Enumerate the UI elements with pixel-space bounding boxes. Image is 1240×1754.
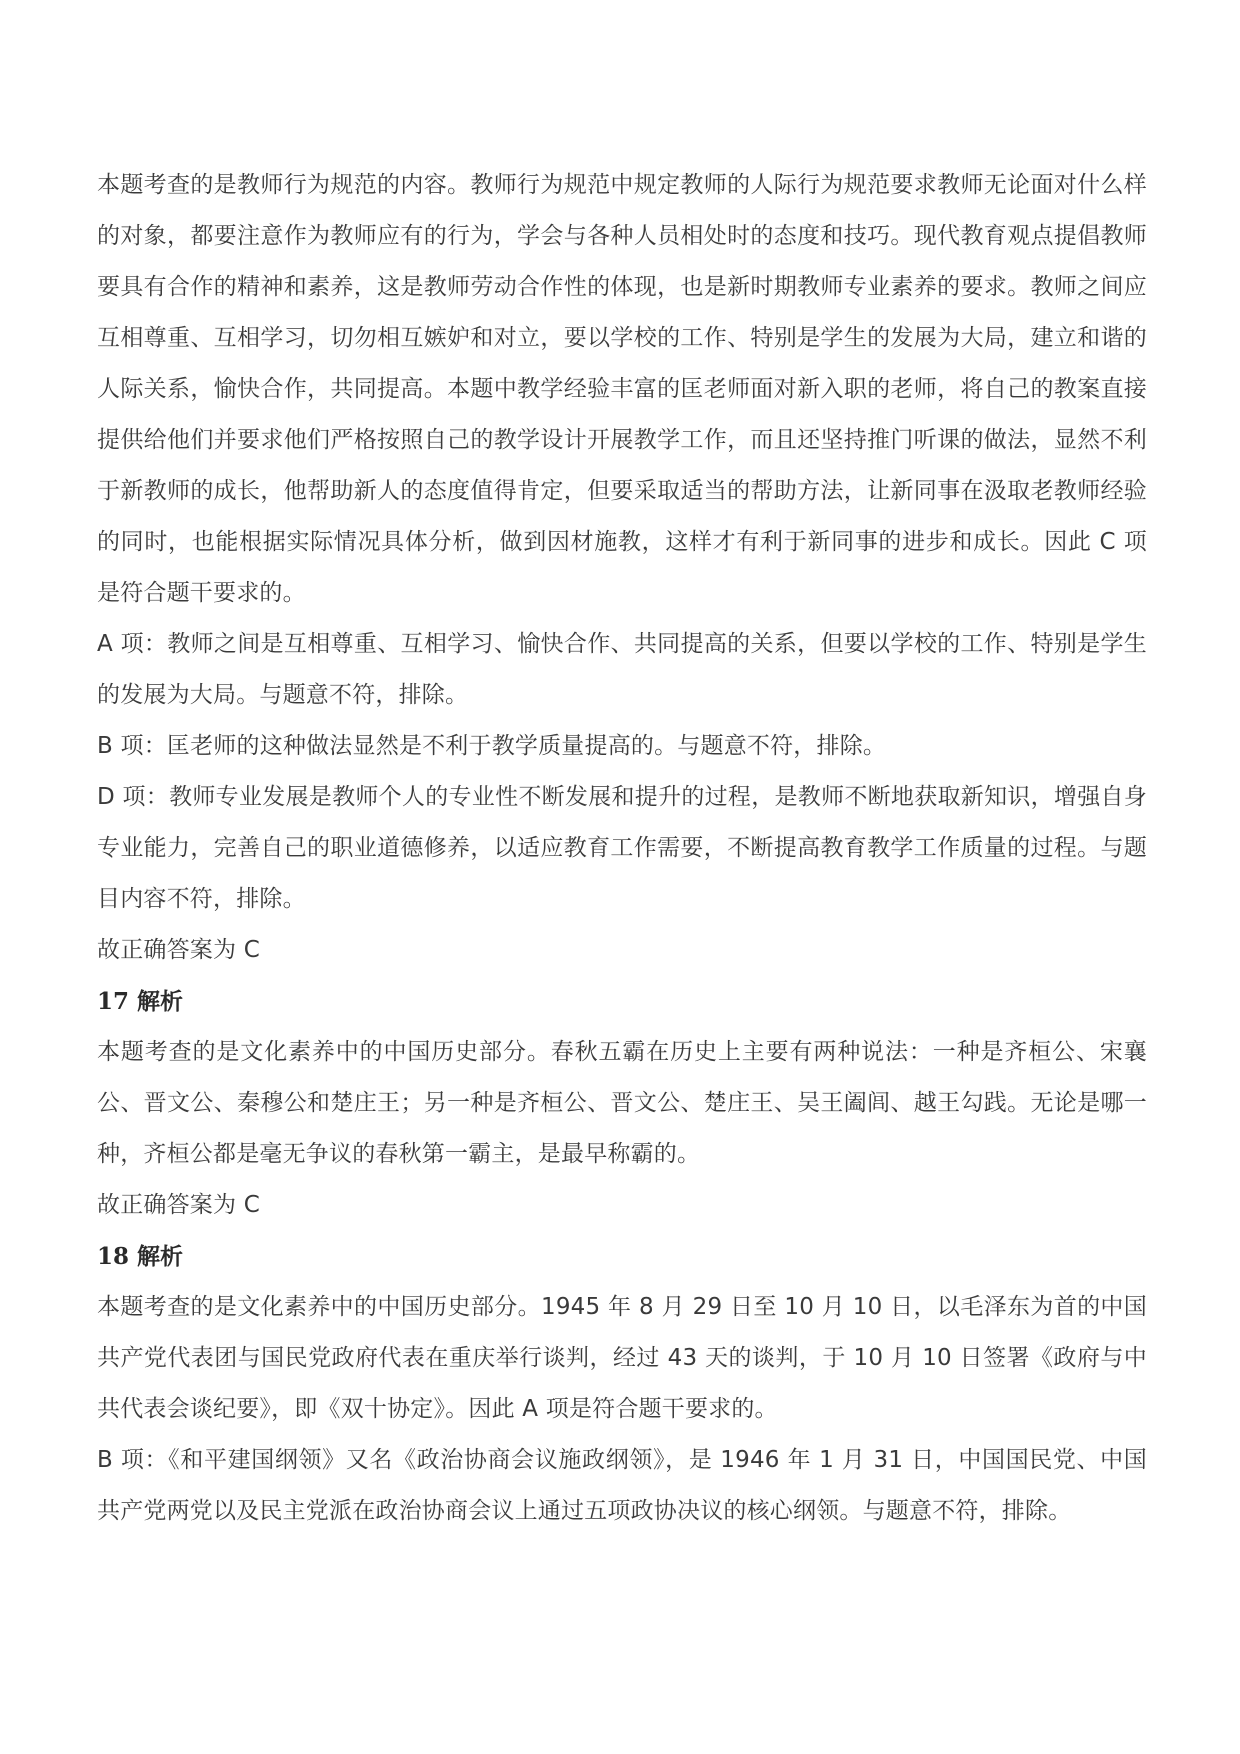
q17-answer: 故正确答案为 C <box>97 1192 260 1218</box>
q18-explanation: 本题考查的是文化素养中的中国历史部分。1945 年 8 月 29 日至 10 月 10 日，以毛泽东为首的中国共产党代表团与国民党政府代表在重庆举行谈判，经过 43 天的谈判，于 10 月 10 日签署《政府与中共代表会谈纪要》，即《双十协定》。因此 A 项是符合题干要求的。 <box>97 1294 1147 1422</box>
q16-option-b: B 项：匡老师的这种做法显然是不利于教学质量提高的。与题意不符，排除。 <box>97 733 887 759</box>
q16-option-a: A 项：教师之间是互相尊重、互相学习、愉快合作、共同提高的关系，但要以学校的工作、特别是学生的发展为大局。与题意不符，排除。 <box>97 631 1147 708</box>
q17-explanation: 本题考查的是文化素养中的中国历史部分。春秋五霸在历史上主要有两种说法：一种是齐桓公、宋襄公、晋文公、秦穆公和楚庄王；另一种是齐桓公、晋文公、楚庄王、吴王阖闾、越王勾践。无论是哪一种，齐桓公都是毫无争议的春秋第一霸主，是最早称霸的。 <box>97 1039 1147 1167</box>
q16-explanation: 本题考查的是教师行为规范的内容。教师行为规范中规定教师的人际行为规范要求教师无论面对什么样的对象，都要注意作为教师应有的行为，学会与各种人员相处时的态度和技巧。现代教育观点提倡教师要具有合作的精神和素养，这是教师劳动合作性的体现，也是新时期教师专业素养的要求。教师之间应互相尊重、互相学习，切勿相互嫉妒和对立，要以学校的工作、特别是学生的发展为大局，建立和谐的人际关系，愉快合作，共同提高。本题中教学经验丰富的匡老师面对新入职的老师，将自己的教案直接提供给他们并要求他们严格按照自己的教学设计开展教学工作，而且还坚持推门听课的做法，显然不利于新教师的成长，他帮助新人的态度值得肯定，但要采取适当的帮助方法，让新同事在汲取老教师经验的同时，也能根据实际情况具体分析，做到因材施教，这样才有利于新同事的进步和成长。因此 C 项是符合题干要求的。 <box>97 172 1147 606</box>
q16-option-d: D 项：教师专业发展是教师个人的专业性不断发展和提升的过程，是教师不断地获取新知识，增强自身专业能力，完善自己的职业道德修养，以适应教育工作需要，不断提高教育教学工作质量的过程。与题目内容不符，排除。 <box>97 784 1147 912</box>
q18-option-b: B 项：《和平建国纲领》又名《政治协商会议施政纲领》，是 1946 年 1 月 31 日，中国国民党、中国共产党两党以及民主党派在政治协商会议上通过五项政协决议的核心纲领。与题意不符，排除。 <box>97 1447 1147 1524</box>
document-page <box>97 160 1147 1537</box>
q16-answer: 故正确答案为 C <box>97 937 260 963</box>
q18-heading: 18 解析 <box>97 1243 184 1270</box>
q17-heading: 17 解析 <box>97 988 184 1015</box>
